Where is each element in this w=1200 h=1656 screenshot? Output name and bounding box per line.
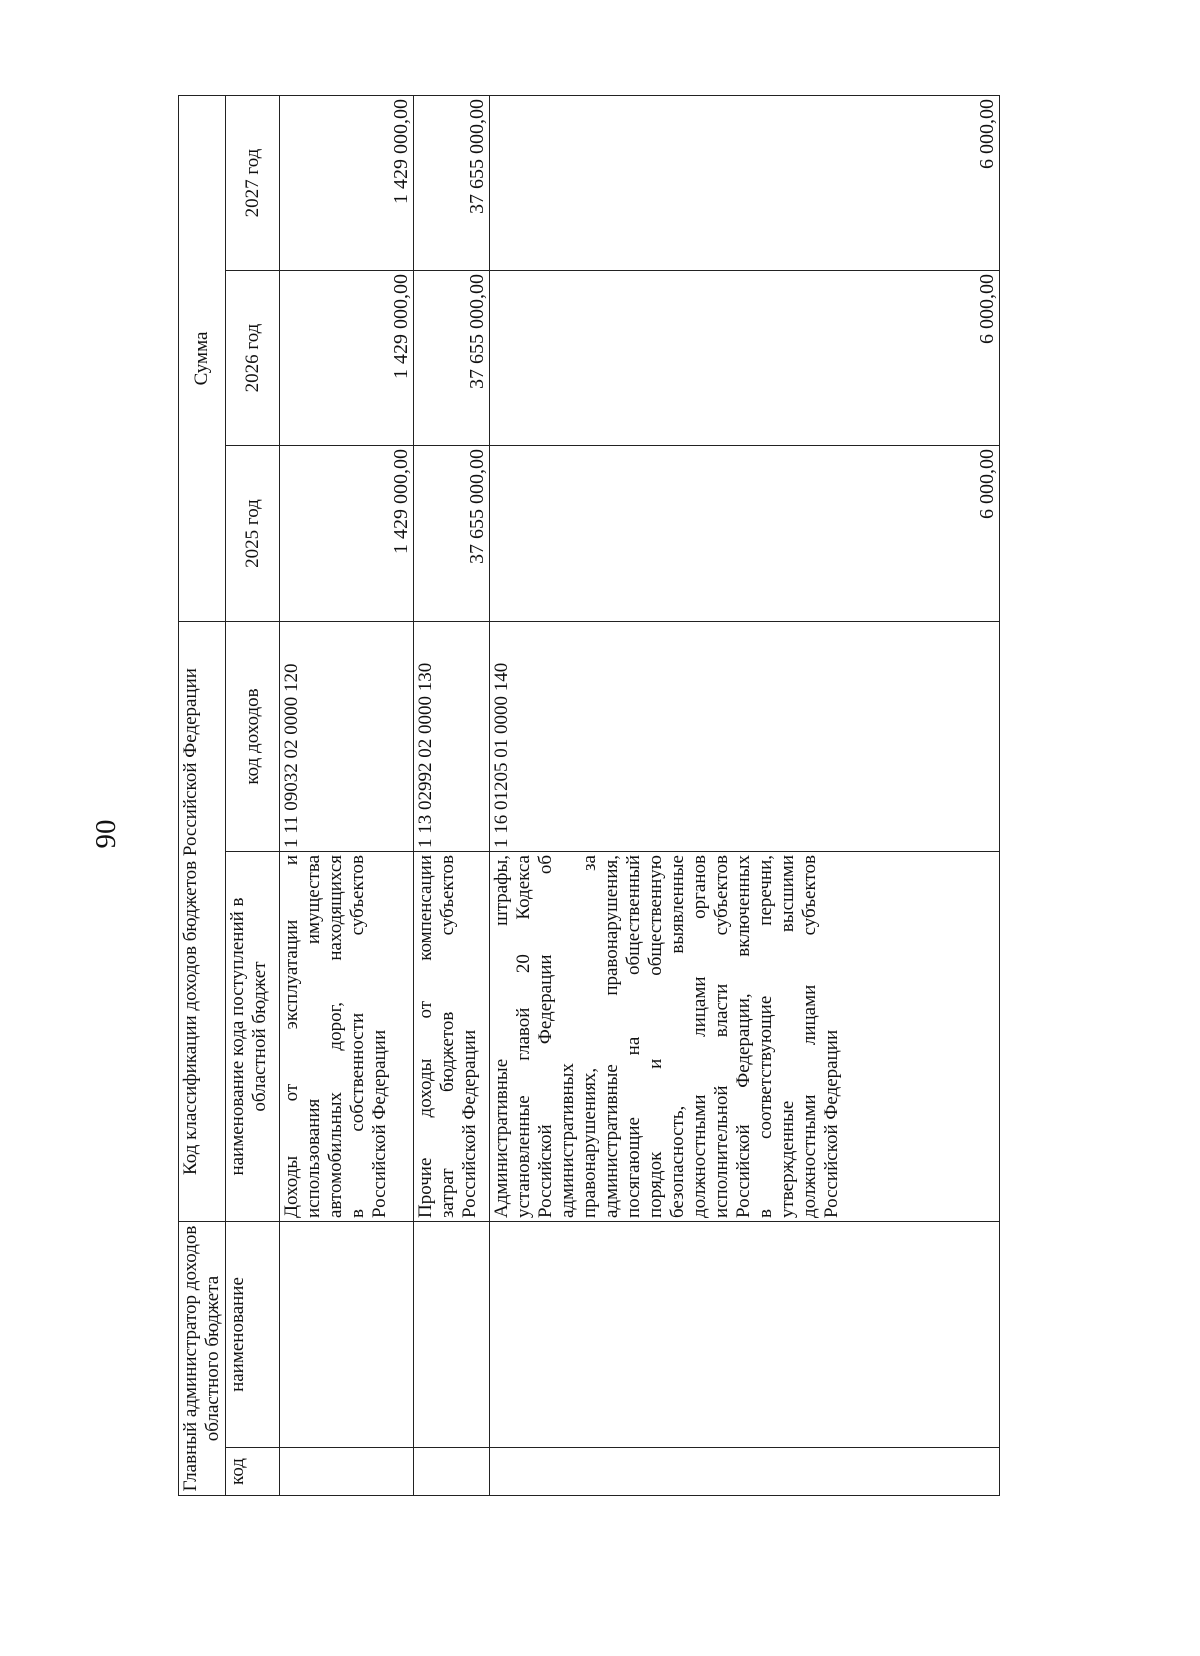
row-amount-2027: 37 655 000,00	[414, 95, 490, 270]
rotated-table-frame	[178, 96, 998, 1496]
row-income-name	[414, 852, 490, 1222]
income-name-line: Прочие доходы от компенсации	[415, 855, 436, 1218]
income-name-line: утвержденные высшими	[777, 855, 798, 1218]
row-admin-name	[414, 1222, 490, 1448]
table-row	[490, 95, 1000, 1495]
header-year-2026: 2026 год	[226, 271, 280, 446]
row-income-name	[490, 852, 1000, 1222]
income-name-line: Доходы от эксплуатации и	[281, 855, 302, 1218]
header-income-name: наименование кода поступлений в областной бюджет	[226, 852, 280, 1222]
income-name-line: исполнительной власти субъектов	[711, 855, 732, 1218]
row-amount-2025: 37 655 000,00	[414, 446, 490, 622]
header-admin-group: Главный администратор доходов областного бюджета	[179, 1222, 226, 1496]
header-admin-name: наименование	[226, 1222, 280, 1448]
income-name-line: административные правонарушения,	[601, 855, 622, 1218]
header-sum-group: Сумма	[179, 95, 226, 621]
income-name-line: в соответствующие перечни,	[755, 855, 776, 1218]
row-admin-code	[280, 1448, 414, 1496]
income-name-line: использования имущества	[303, 855, 324, 1218]
row-admin-name	[490, 1222, 1000, 1448]
income-name-line: правонарушениях, за	[579, 855, 600, 1218]
row-income-code: 1 13 02992 02 0000 130	[414, 622, 490, 852]
income-name-line: установленные главой 20 Кодекса	[513, 855, 534, 1218]
row-amount-2027: 6 000,00	[490, 95, 1000, 270]
income-name-line: затрат бюджетов субъектов	[437, 855, 458, 1218]
table-row	[280, 95, 414, 1495]
row-amount-2026: 1 429 000,00	[280, 271, 414, 446]
income-name-line: безопасность, выявленные	[667, 855, 688, 1218]
income-name-line: в собственности субъектов	[347, 855, 368, 1218]
row-amount-2026: 6 000,00	[490, 271, 1000, 446]
header-classification-group: Код классификации доходов бюджетов Российской Федерации	[179, 622, 226, 1222]
income-name-line: посягающие на общественный	[623, 855, 644, 1218]
row-admin-name	[280, 1222, 414, 1448]
header-year-2027: 2027 год	[226, 95, 280, 270]
row-admin-code	[490, 1448, 1000, 1496]
row-amount-2027: 1 429 000,00	[280, 95, 414, 270]
income-name-line: Российской Федерации, включенных	[733, 855, 754, 1218]
row-amount-2026: 37 655 000,00	[414, 271, 490, 446]
income-name-line: порядок и общественную	[645, 855, 666, 1218]
table-row	[414, 95, 490, 1495]
income-name-line: Российской Федерации	[369, 1029, 390, 1218]
income-name-line: автомобильных дорог, находящихся	[325, 855, 346, 1218]
row-income-code: 1 11 09032 02 0000 120	[280, 622, 414, 852]
header-admin-code: код	[226, 1448, 280, 1496]
row-income-name	[280, 852, 414, 1222]
budget-table	[178, 95, 1000, 1496]
header-year-2025: 2025 год	[226, 446, 280, 622]
page-number: 90	[90, 819, 122, 849]
income-name-line: Российской Федерации	[459, 1029, 480, 1218]
row-amount-2025: 6 000,00	[490, 446, 1000, 622]
row-admin-code	[414, 1448, 490, 1496]
header-income-code: код доходов	[226, 622, 280, 852]
row-income-code: 1 16 01205 01 0000 140	[490, 622, 1000, 852]
income-name-line: административных	[557, 1063, 578, 1218]
income-name-line: должностными лицами органов	[689, 855, 710, 1218]
income-name-line: Административные штрафы,	[491, 855, 512, 1218]
row-amount-2025: 1 429 000,00	[280, 446, 414, 622]
income-name-line: должностными лицами субъектов	[799, 855, 820, 1218]
income-name-line: Российской Федерации об	[535, 855, 556, 1218]
income-name-line: Российской Федерации	[821, 1029, 842, 1218]
